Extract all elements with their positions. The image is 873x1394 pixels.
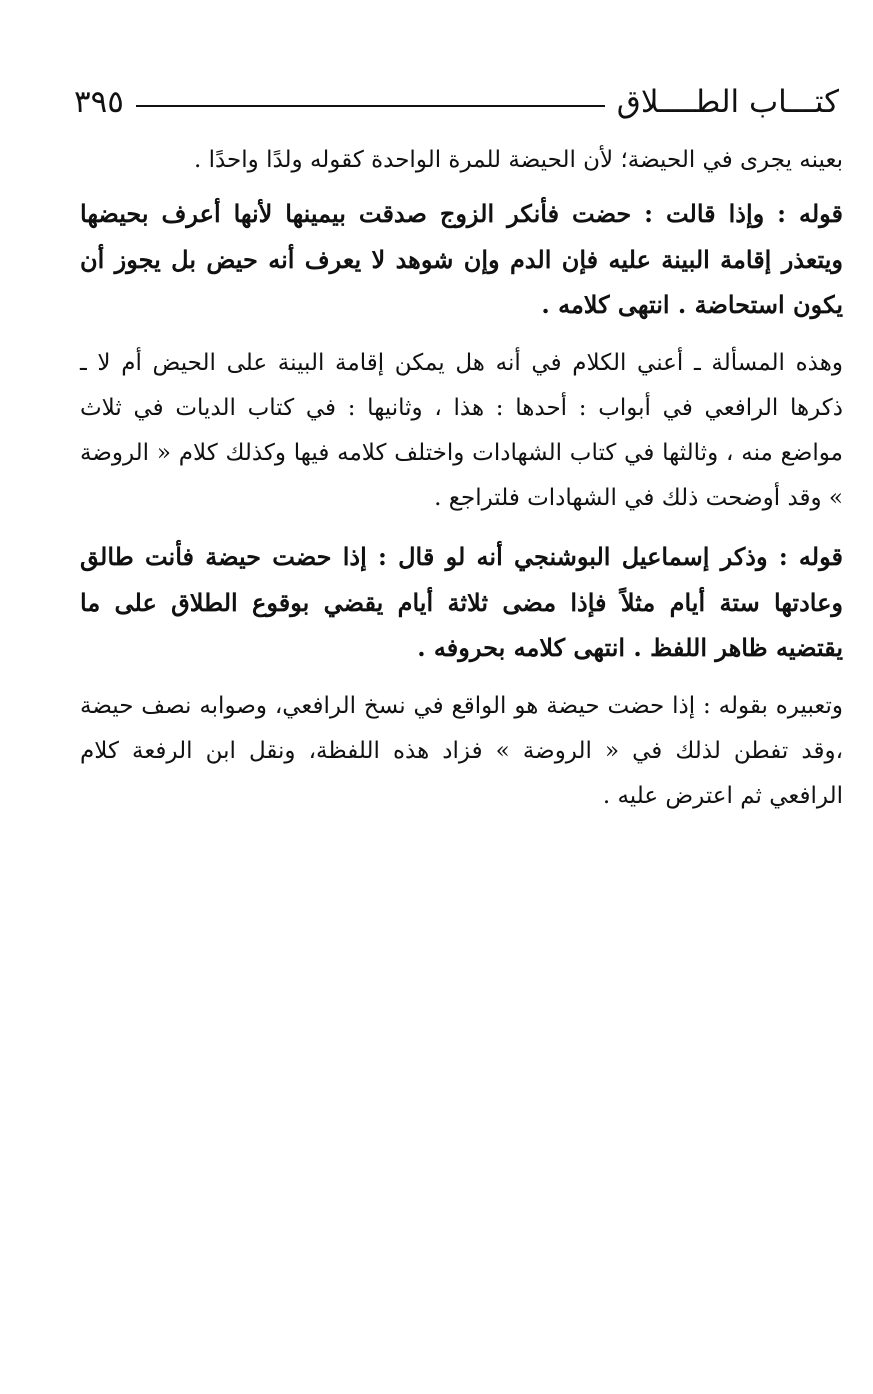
quoted-passage-1: قوله : وإذا قالت : حضت فأنكر الزوج صدقت بيمينها لأنها أعرف بحيضها ويتعذر إقامة البينة عليه فإن الدم وإن شوهد لا يعرف أنه حيض بل يجوز أن يكون استحاضة . انتهى كلامه . [80,199,843,320]
page-number: ٣٩٥ [74,83,124,120]
paragraph-1: بعينه يجرى في الحيضة؛ لأن الحيضة للمرة الواحدة كقوله ولدًا واحدًا . [193,147,843,173]
header-rule [136,105,605,107]
quoted-passage-2: قوله : وذكر إسماعيل البوشنجي أنه لو قال : إذا حضت حيضة فأنت طالق وعادتها ستة أيام مثلاً فإذا مضى ثلاثة أيام يقضي بوقوع الطلاق على ما يقتضيه ظاهر اللفظ . انتهى كلامه بحروفه . [80,542,843,663]
chapter-title: كتـــاب الطــــلاق [616,83,839,120]
paragraph-2: وهذه المسألة ـ أعني الكلام في أنه هل يمكن إقامة البينة على الحيض أم لا ـ ذكرها الرافعي في أبواب : أحدها : هذا ، وثانيها : في كتاب الديات في ثلاث مواضع منه ، وثالثها في كتاب الشهادات واختلف كلامه فيها وكذلك كلام « الروضة » وقد أوضحت ذلك في الشهادات فلتراجع . [80,349,843,512]
paragraph-3: وتعبيره بقوله : إذا حضت حيضة هو الواقع في نسخ الرافعي، وصوابه نصف حيضة ،وقد تفطن لذلك في « الروضة » فزاد هذه اللفظة، ونقل ابن الرفعة كلام الرافعي ثم اعترض عليه . [80,692,843,810]
page-body [80,138,843,819]
running-header [74,78,839,126]
